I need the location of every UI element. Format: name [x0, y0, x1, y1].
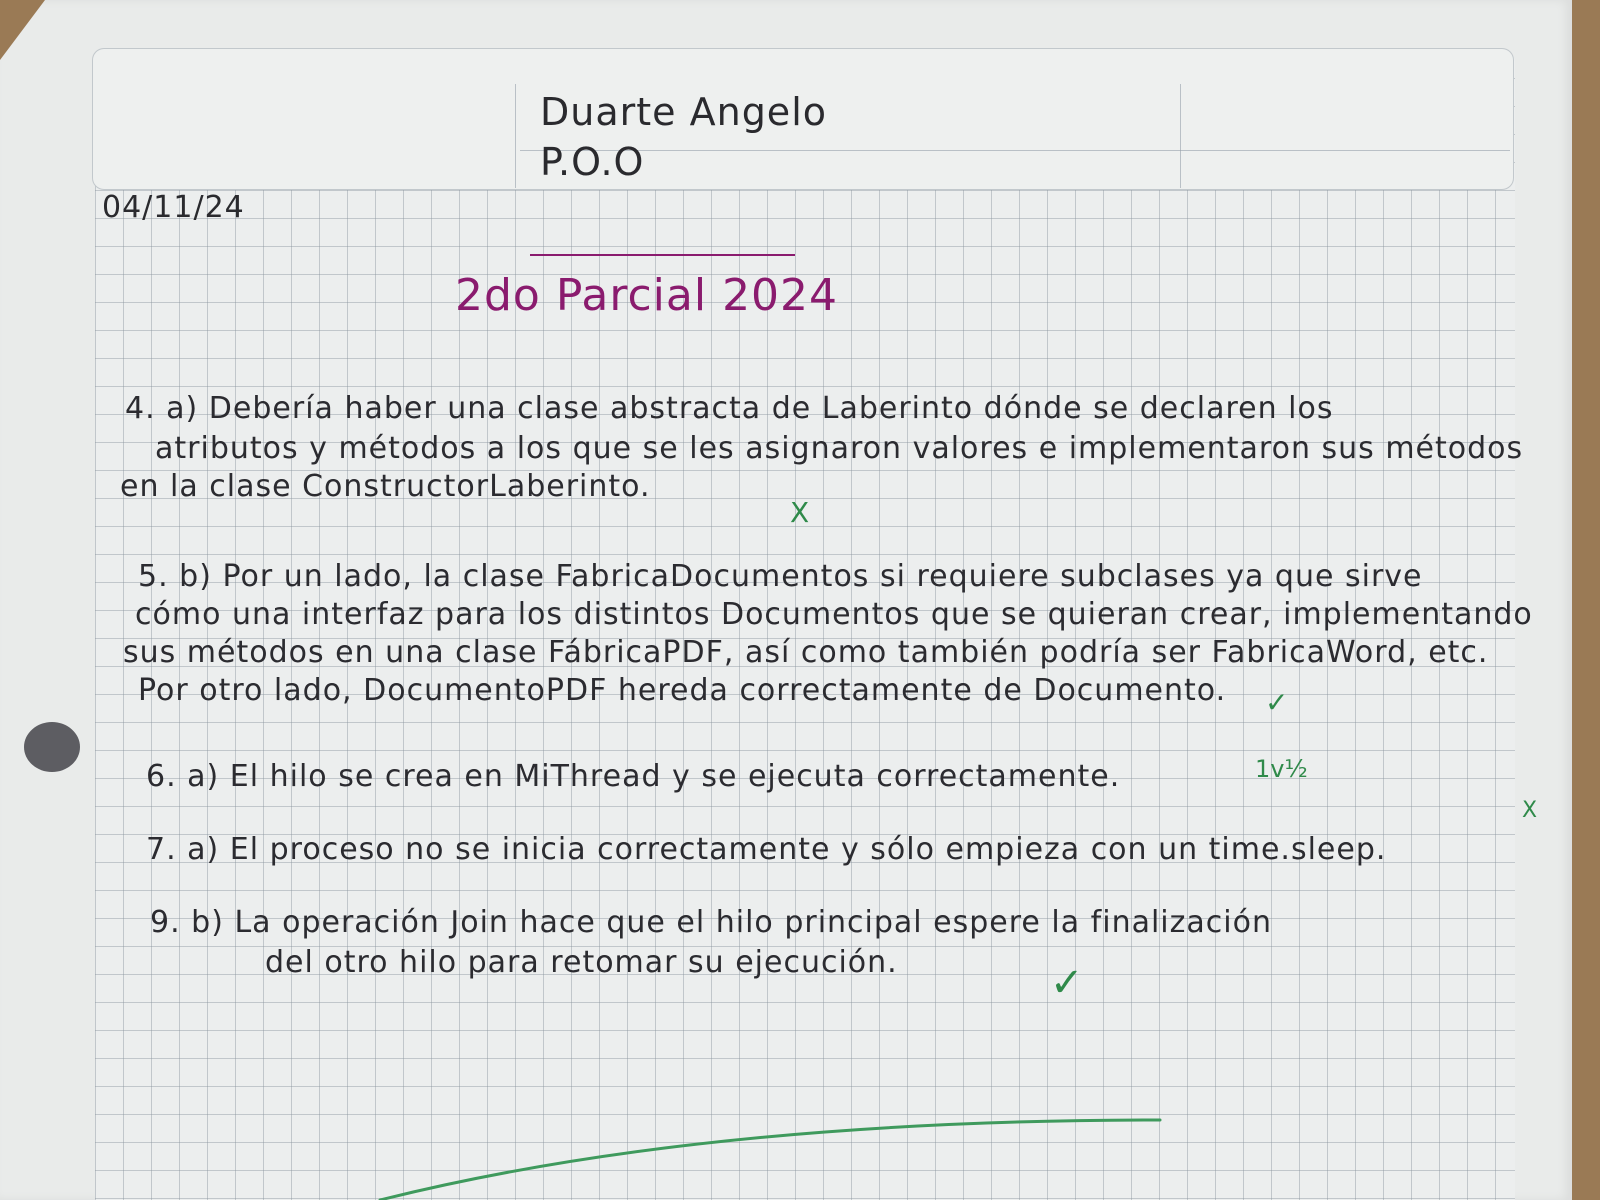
answer-line: atributos y métodos a los que se les asignaron valores e implementaron sus métodos: [155, 431, 1524, 466]
answer-line: La operación Join hace que el hilo principal espere la finalización: [234, 905, 1272, 940]
green-pen-stroke: [380, 1120, 1160, 1200]
exam-date: 04/11/24: [102, 190, 245, 225]
grading-mark-4: X: [790, 496, 810, 529]
answer-line: en la clase ConstructorLaberinto.: [120, 469, 651, 504]
answer-label: 4. a): [125, 391, 199, 426]
answer-line: Por otro lado, DocumentoPDF hereda correctamente de Documento.: [138, 673, 1227, 708]
student-name: Duarte Angelo: [540, 90, 827, 134]
answer-label: 9. b): [150, 905, 224, 940]
answer-line: sus métodos en una clase FábricaPDF, así como también podría ser FabricaWord, etc.: [123, 635, 1489, 670]
exam-title: 2do Parcial 2024: [455, 270, 839, 321]
answer-line: del otro hilo para retomar su ejecución.: [265, 945, 898, 980]
answer-line: El hilo se crea en MiThread y se ejecuta correctamente.: [229, 759, 1121, 794]
grading-mark-7: X: [1522, 798, 1538, 823]
answer-line: cómo una interfaz para los distintos Documentos que se quieran crear, implementando: [135, 597, 1533, 632]
answer-label: 5. b): [138, 559, 212, 594]
grading-mark-5: ✓: [1265, 686, 1289, 719]
answer-line: Por un lado, la clase FabricaDocumentos si requiere subclases ya que sirve: [222, 559, 1423, 594]
course-name: P.O.O: [540, 140, 645, 184]
grading-mark-9: ✓: [1050, 960, 1084, 1006]
answer-label: 7. a): [146, 832, 220, 867]
answer-label: 6. a): [146, 759, 220, 794]
answer-line: El proceso no se inicia correctamente y sólo empieza con un time.sleep.: [229, 832, 1387, 867]
answer-line: Debería haber una clase abstracta de Laberinto dónde se declaren los: [208, 391, 1334, 426]
grading-mark-6: 1v½: [1255, 755, 1308, 783]
